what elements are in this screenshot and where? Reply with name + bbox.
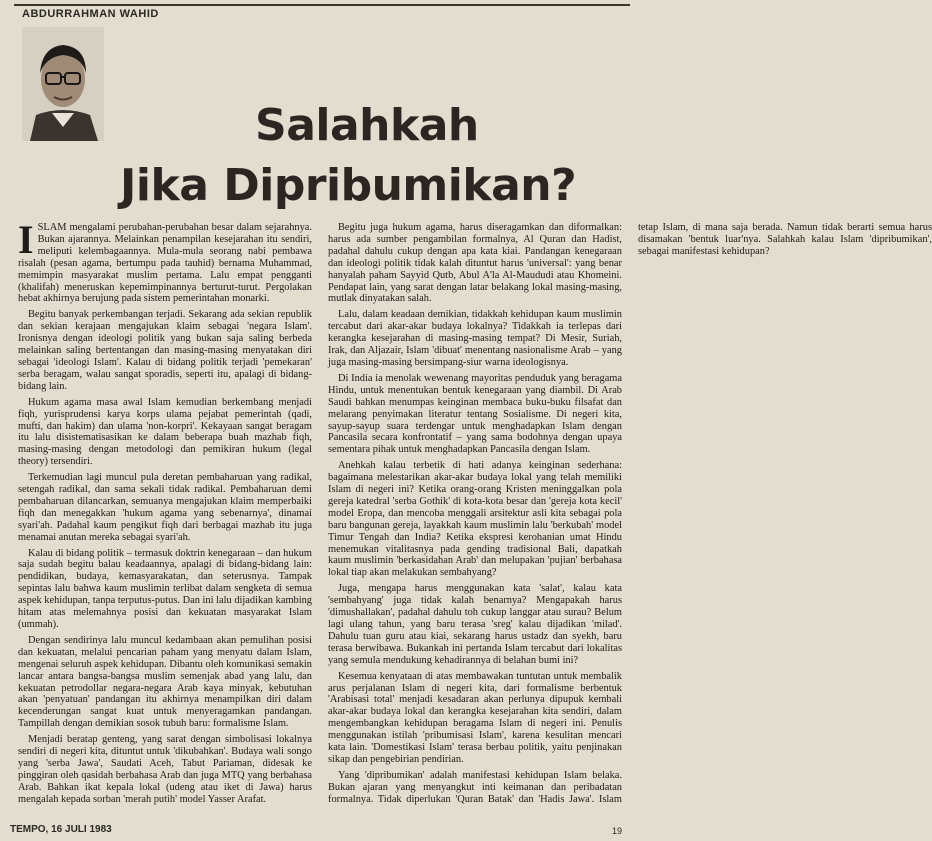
title-line-1: Salahkah: [255, 100, 479, 151]
article-paragraph: Hukum agama masa awal Islam kemudian berkembang menjadi fiqh, yurisprudensi karya korps ulama pejabat pemerintah (qadi, mufti, dan hakim) dan ulama 'non-korpri'. Kekayaan sangat beragam itu lalu disistematisasikan ke dalam beberapa buah mazhab fiqh, masing-masing dengan metodologi dan pemikiran hukum (legal theory) tersendiri.: [18, 396, 312, 468]
article-paragraph: Dengan sendirinya lalu muncul kedambaan akan pemulihan posisi dan kekuatan, melalui pencarian paham yang menyatu dalam Islam, mengenai seluruh aspek kehidupan. Dibantu oleh komunikasi semakin lancar antara bangsa-bangsa muslim semenjak abad yang lalu, dan kekuatan petrodollar negara-negara Arab kaya minyak, kebutuhan akan 'penyatuan' pandangan itu akhirnya menampilkan diri dalam kecenderungan sangat kuat untuk menyeragamkan pandangan. Tampillah dengan demikian sosok tubuh baru: formalisme Islam.: [18, 634, 312, 730]
article-paragraph: Juga, mengapa harus menggunakan kata 'salat', kalau kata 'sembahyang' juga tidak kalah benarnya? Mengapakah harus 'dimushallakan', padahal dahulu toh cukup langgar atau surau? Belum lagi ulang tahun, yang baru terasa 'sreg' kalau dijadikan 'milad'. Dahulu tuan guru atau kiai, sekarang harus ustadz dan syekh, baru terasa berwibawa. Bukankah ini pertanda Islam tercabut dari lokalitas yang semula mendukung kehadirannya di belahan bumi ini?: [328, 583, 622, 666]
header-rule: [14, 4, 630, 6]
article-paragraph: Begitu banyak perkembangan terjadi. Sekarang ada sekian republik dan sekian kerajaan mengajukan klaim sebagai 'negara Islam'. Ironisnya dengan ideologi politik yang bukan saja saling berbeda melainkan saling bertentangan dan masing-masing menyatakan diri sebagai 'ideologi Islam'. Kalau di bidang politik terjadi 'pemekaran' serba beragam, walau sangat sporadis, seperti itu, apalagi di bidang-bidang lain.: [18, 309, 312, 392]
article-paragraph: Yang 'dipribumikan' adalah manifestasi kehidupan Islam belaka. Bukan ajaran yang menyangkut inti keimanan dan peribadatan formalnya. Tidak diperlukan 'Quran Batak' dan 'Hadis Jawa'. Islam tetap Islam, di mana saja berada. Namun tidak berarti semua harus disamakan 'bentuk luar'nya. Salahkah kalau Islam 'dipribumikan', sebagai manifestasi kehidupan?: [328, 222, 932, 805]
article-title: [120, 96, 620, 216]
page-number: 19: [611, 826, 622, 836]
article-paragraph: Di India ia menolak wewenang mayoritas penduduk yang beragama Hindu, untuk menentukan bentuk kenegaraan yang diambil. Di Arab Saudi bahkan menumpas keinginan membaca buku-buku filsafat dan melarang penyimakan literatur tentang Sosialisme. Di negeri kita, sayup-sayup suara terdengar untuk menghadapkan Islam dengan Pancasila secara konfrontatif – yang sama bodohnya dengan upaya sementara pihak untuk menghadapkan Pancasila dengan Islam.: [328, 372, 622, 456]
article-paragraph: Kalau di bidang politik – termasuk doktrin kenegaraan – dan hukum saja sudah begitu balau keadaannya, apalagi di bidang-bidang lain: pendidikan, budaya, kemasyarakatan, dan seterusnya. Tampak sepintas lalu bahwa kaum muslimin terlibat dalam sengketa di semua aspek kehidupan, tanpa terputus-putus. Dan ini lalu dijadikan kambing hitam atas melemahnya posisi dan kekuatan masyarakat Islam (ummah).: [18, 547, 312, 630]
title-line-2: Jika Dipribumikan?: [120, 160, 577, 211]
article-paragraph: Lalu, dalam keadaan demikian, tidakkah kehidupan kaum muslimin tercabut dari akar-akar budaya lokalnya? Tidakkah ia terlepas dari kerangka kesejarahan di masing-masing tempat? Di Mesir, Suriah, Irak, dan Aljazair, Islam 'dibuat' menentang nasionalisme Arab – yang juga masing-masing bersimpang-siur warna ideologisnya.: [328, 309, 622, 368]
article-paragraph: Begitu juga hukum agama, harus diseragamkan dan diformalkan: harus ada sumber pengambilan formalnya, Al Quran dan Hadist, padahal dahulu cukup dengan apa kata kiai. Pandangan kenegaraan dan ideologi politik tidak kalah dituntut harus 'universal': yang benar hanyalah paham Sayyid Qutb, Abul A'la Al-Maududi atau Khomeini. Pendapat lain, yang sarat dengan latar belakang lokal masing-masing, mutlak dinyatakan salah.: [328, 222, 622, 305]
article-body: [18, 217, 932, 817]
publication-source: TEMPO, 16 JULI 1983: [10, 824, 112, 835]
author-photo: [22, 27, 104, 141]
drop-cap: I: [18, 217, 34, 262]
article-paragraph: Kesemua kenyataan di atas membawakan tuntutan untuk membalik arus perjalanan Islam di negeri kita, dari formalisme berbentuk 'Arabisasi total' menjadi kesadaran akan perlunya dipupuk kembali akar-akar budaya lokal dan kerangka kesejarahan kita sendiri, dalam mengembangkan kehidupan beragama Islam di negeri ini. Penulis menggunakan istilah 'pribumisasi Islam', karena kesulitan mencari kata lain. 'Domestikasi Islam' terasa berbau politik, yaitu penjinakan sikap dan pengebirian pendirian.: [328, 670, 622, 765]
article-paragraph: ISLAM mengalami perubahan-perubahan besar dalam sejarahnya. Bukan ajarannya. Melainkan penampilan kesejarahan itu sendiri, meliputi kelembagaannya. Mula-mula seorang nabi pembawa risalah (pesan agama, bertumpu pada tauhid) bernama Muhammad, memimpin masyarakat muslim pertama. Lalu empat pengganti (khalifah) meneruskan kepemimpinannya berturut-turut. Pergolakan hebat akhirnya berujung pada sistem pemerintahan monarki.: [18, 217, 312, 305]
article-paragraph: Menjadi beratap genteng, yang sarat dengan simbolisasi lokalnya sendiri di negeri kita, dituntut untuk 'dikubahkan'. Budaya wali songo yang 'serba Jawa', Saudati Aceh, Tabut Pariaman, didesak ke pinggiran oleh qasidah berbahasa Arab dan juga MTQ yang berbahasa Arab. Bahkan ikat kepala lokal (udeng atau iket di Jawa) harus mengalah kepada sorban 'merah putih' model Yasser Arafat.: [18, 734, 312, 805]
article-paragraph: Anehkah kalau terbetik di hati adanya keinginan sederhana: bagaimana melestarikan akar-akar budaya lokal yang telah memiliki Islam di negeri ini? Ketika orang-orang Kristen meninggalkan pola gereja katedral 'serba Gothik' di kota-kota besar dan 'gereja kota kecil' model Eropa, dan mencoba menggali arsitektur asli kita sebagai pola baru bangunan gereja, layakkah kaum muslimin lalu 'berkubah' model Timur Tengah dan India? Ketika ekspresi kerohanian umat Hindu menemukan vitalitasnya pada gending tradisional Bali, dapatkah kaum muslimin 'berkasidahan Arab' dan melupakan 'pujian' berbahasa lokal tiap akan melakukan sembahyang?: [328, 460, 622, 579]
article-paragraph: Terkemudian lagi muncul pula deretan pembaharuan yang radikal, setengah radikal, dan sama sekali tidak radikal. Pembaharuan demi pembaharuan dilancarkan, semuanya mengajukan klaim memperbaiki fiqh dan menegakkan 'hukum agama yang sebenarnya', dinamai syari'ah. Padahal kaum pengikut fiqh dari berbagai mazhab itu juga menamai anutan mereka sebagai syari'ah.: [18, 472, 312, 543]
author-name: ABDURRAHMAN WAHID: [22, 8, 159, 20]
